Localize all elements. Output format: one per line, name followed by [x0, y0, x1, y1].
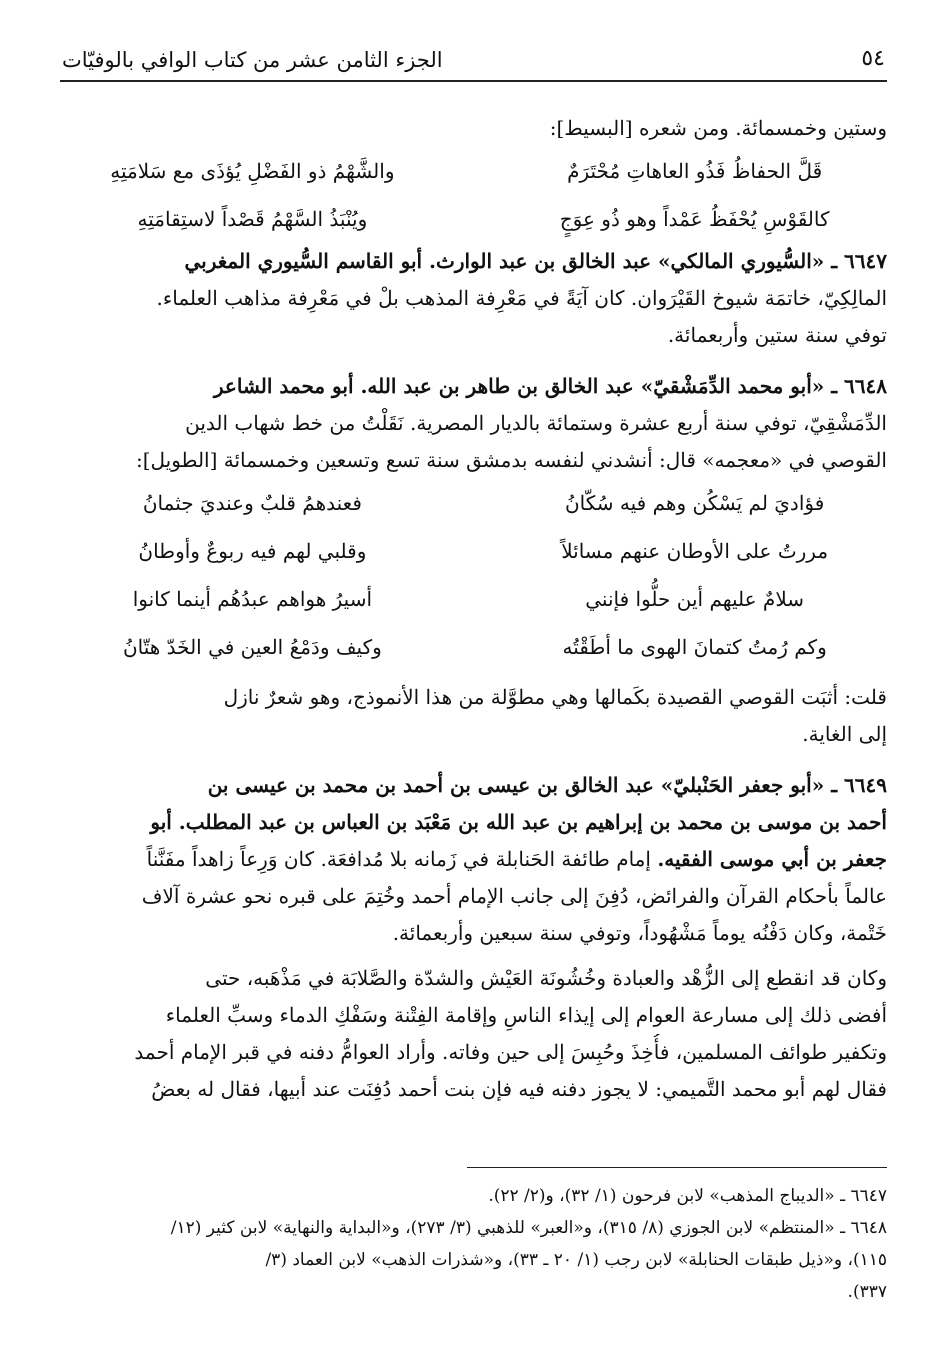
verse-second-hemistich: والشَّهْمُ ذو الفَضْلِ يُؤذَى مع سَلامَتِهِ — [110, 159, 395, 183]
note-6648 — [60, 679, 887, 753]
verse-first-hemistich: قَلَّ الحفاظُ فَذُو العاهاتِ مُحْتَرَمٌ — [567, 159, 823, 183]
paragraph-line-1: وكان قد انقطع إلى الزُّهْد والعبادة وخُشُونَة العَيْش والشدّة والصَّلابَة في مَذْهَبه، حتى — [205, 966, 887, 990]
entry-6648-line-3: القوصي في «معجمه» قال: أنشدني لنفسه بدمشق سنة تسع وتسعين وخمسمائة [الطويل]: — [135, 448, 887, 472]
entry-6647 — [60, 243, 887, 354]
entry-6649-heading-end: جعفر بن أبي موسى الفقيه. — [657, 847, 887, 871]
poem2-verse-3 — [60, 575, 887, 623]
verse-first-hemistich: فؤاديَ لم يَسْكُن وهم فيه سُكّانُ — [564, 491, 825, 515]
entry-6648 — [60, 368, 887, 479]
entry-6649-line-4: عالماً بأحكام القرآن والفرائض، دُفِنَ إلى جانب الإمام أحمد وخُتِمَ على قبره نحو عشرة آلاف — [141, 884, 887, 908]
paragraph-6649 — [60, 960, 887, 1108]
entry-6649-line-3-rest: إمام طائفة الحَنابلة في زَمانه بلا مُدافعَة. كان وَرِعاً زاهداً مفَنَّناً — [146, 847, 658, 871]
page-header — [60, 40, 887, 82]
entry-6649-heading-cont: أحمد بن موسى بن محمد بن إبراهيم بن عبد الله بن مَعْبَد بن العباس بن عبد المطلب. أبو — [150, 810, 887, 834]
paragraph-line-2: أفضى ذلك إلى مسارعة العوام إلى إيذاء الناسِ وإقامة الفِتْنة وسَفْكِ الدماء وسبِّ العلماء — [165, 1003, 887, 1027]
verse-second-hemistich: ويُنْبَذُ السَّهْمُ قَصْداً لاستِقامَتِهِ — [137, 207, 368, 231]
entry-6648-line-2: الدِّمَشْقِيّ، توفي سنة أربع عشرة وستمائة بالديار المصرية. نَقَلْتُ من خط شهاب الدين — [185, 411, 887, 435]
verse-second-hemistich: فعندهمُ قلبٌ وعنديَ جثمانُ — [142, 491, 362, 515]
footnote-6647: ٦٦٤٧ ـ «الديباج المذهب» لابن فرحون (١/ ٣٢)، و(٢/ ٢٢). — [488, 1186, 887, 1206]
page-number: ٥٤ — [861, 46, 885, 71]
entry-6647-line-2: المالِكِيّ، خاتمَة شيوخ القَيْرَوان. كان آيَةً في مَعْرِفة المذهب بلْ في مَعْرِفة مذاهب العلماء. — [156, 286, 887, 310]
verse-second-hemistich: وكيف ودَمْعُ العين في الخَدّ هتّانُ — [122, 635, 382, 659]
verse-first-hemistich: مررتُ على الأوطان عنهم مسائلاً — [561, 539, 829, 563]
entry-6649-line-3 — [60, 841, 887, 878]
footnote-6648-line-2: ١١٥)، و«ذيل طبقات الحنابلة» لابن رجب (١/ ٢٠ ـ ٣٣)، و«شذرات الذهب» لابن العماد (٣/ — [265, 1250, 887, 1270]
poem2-verse-2 — [60, 527, 887, 575]
note-6648-line-2: إلى الغاية. — [802, 722, 887, 746]
verse-second-hemistich: أسيرُ هواهم عبدُهُم أينما كانوا — [132, 587, 373, 611]
poem2-verse-1 — [60, 479, 887, 527]
poem1-verse-1 — [60, 147, 887, 195]
entry-6647-line-3: توفي سنة ستين وأربعمائة. — [667, 323, 887, 347]
verse-first-hemistich: سلامٌ عليهم أين حلُّوا فإنني — [585, 587, 805, 611]
entry-6647-heading: ٦٦٤٧ ـ «السُّيوري المالكي» عبد الخالق بن عبد الوارث. أبو القاسم السُّيوري المغربي — [184, 249, 887, 273]
entry-6649-heading: ٦٦٤٩ ـ «أبو جعفر الحَنْبليّ» عبد الخالق بن عيسى بن أحمد بن محمد بن عيسى بن — [207, 773, 887, 797]
running-title: الجزء الثامن عشر من كتاب الوافي بالوفيّات — [62, 48, 443, 72]
note-6648-line-1: قلت: أثبَت القوصي القصيدة بكَمالها وهي مطوَّلة من هذا الأنموذج، وهو شعرٌ نازل — [223, 685, 887, 709]
footnote-6648-line-3: ٣٣٧). — [847, 1282, 887, 1302]
entry-6648-heading: ٦٦٤٨ ـ «أبو محمد الدِّمَشْقيّ» عبد الخالق بن طاهر بن عبد الله. أبو محمد الشاعر — [213, 374, 887, 398]
paragraph-line-4: فقال لهم أبو محمد التَّميمي: لا يجوز دفنه فيه فإن بنت أحمد دُفِنَت عند أبيها، فقال له بعضُ — [151, 1077, 887, 1101]
footnotes — [60, 1180, 887, 1308]
main-text — [60, 110, 887, 1108]
poem1-verse-2 — [60, 195, 887, 243]
entry-6649-line-5: خَتْمة، وكان دَفْنُه يوماً مَشْهُوداً، وتوفي سنة سبعين وأربعمائة. — [392, 921, 887, 945]
verse-second-hemistich: وقلبي لهم فيه ربوعٌ وأوطانُ — [138, 539, 367, 563]
footnote-6648-line-1: ٦٦٤٨ ـ «المنتظم» لابن الجوزي (٨/ ٣١٥)، و«العبر» للذهبي (٣/ ٢٧٣)، و«البداية والنهاية» لابن كثير (١٢/ — [170, 1218, 887, 1238]
intro-line: وستين وخمسمائة. ومن شعره [البسيط]: — [549, 116, 887, 140]
paragraph-line-3: وتكفير طوائف المسلمين، فأُخِذَ وحُبِسَ إلى حين وفاته. وأراد العوامُّ دفنه في قبر الإمام أحمد — [134, 1040, 887, 1064]
footnote-separator — [467, 1167, 887, 1168]
verse-first-hemistich: وكم رُمتُ كتمانَ الهوى ما أطَقْتُه — [562, 635, 827, 659]
poem2-verse-4 — [60, 623, 887, 671]
entry-6649 — [60, 767, 887, 952]
verse-first-hemistich: كالقَوْسِ يُحْفَظُ عَمْداً وهو ذُو عِوَجٍ — [559, 207, 830, 231]
